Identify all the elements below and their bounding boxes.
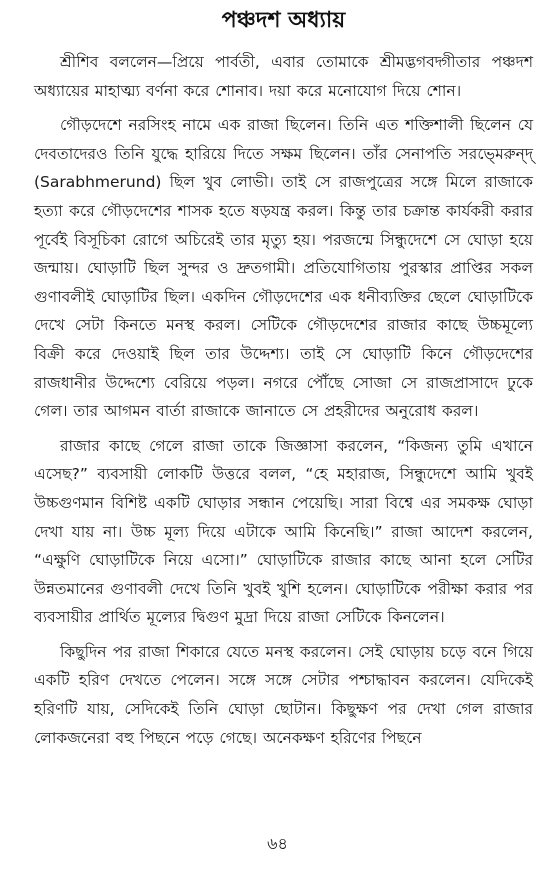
chapter-body [34,48,533,752]
page-number: ৬৪ [267,834,288,853]
paragraph: রাজার কাছে গেলে রাজা তাকে জিজ্ঞাসা করলেন, “কিজন্য তুমি এখানে এসেছ?” ব্যবসায়ী লোকটি উত্তরে বলল, “হে মহারাজ, সিন্ধুদেশে আমি খুবই উচ্চগুণমান বিশিষ্ট একটি ঘোড়ার সন্ধান পেয়েছি। সারা বিশ্বে এর সমকক্ষ ঘোড়া দেখা যায় না। উচ্চ মূল্য দিয়ে এটাকে আমি কিনেছি।” রাজা আদেশ করলেন, “এক্ষুণি ঘোড়াটিকে নিয়ে এসো।” ঘোড়াটিকে রাজার কাছে আনা হলে সেটির উন্নতমানের গুণাবলী দেখে তিনি খুবই খুশি হলেন। ঘোড়াটিকে পরীক্ষা করার পর ব্যবসায়ীর প্রার্থিত মূল্যের দ্বিগুণ মুদ্রা দিয়ে রাজা সেটিকে কিনলেন। [34,436,533,627]
paragraph: কিছুদিন পর রাজা শিকারে যেতে মনস্থ করলেন। সেই ঘোড়ায় চড়ে বনে গিয়ে একটি হরিণ দেখতে পেলেন। সঙ্গে সঙ্গে সেটার পশ্চাদ্ধাবন করলেন। যেদিকেই হরিণটি যায়, সেদিকেই তিনি ঘোড়া ছোটান। কিছুক্ষণ পর দেখা গেল রাজার লোকজনেরা বহু পিছনে পড়ে গেছে। অনেকক্ষণ হরিণের পিছনে [34,642,533,747]
paragraph: গৌড়দেশে নরসিংহ নামে এক রাজা ছিলেন। তিনি এত শক্তিশালী ছিলেন যে দেবতাদেরও তিনি যুদ্ধে হারিয়ে দিতে সক্ষম ছিলেন। তাঁর সেনাপতি সরভ্মেরুন্দ্‌ (Sarabhmerund) ছিল খুব লোভী। তাই সে রাজপুত্রের সঙ্গে মিলে রাজাকে হত্যা করে গৌড়দেশের শাসক হতে ষড়যন্ত্র করল। কিন্তু তার চক্রান্ত কার্যকরী করার পূর্বেই বিসূচিকা রোগে অচিরেই তার মৃত্যু হয়। পরজন্মে সিন্ধুদেশে সে ঘোড়া হয়ে জন্মায়। ঘোড়াটি ছিল সুন্দর ও দ্রুতগামী। প্রতিযোগিতায় পুরস্কার প্রাপ্তির সকল গুণাবলীই ঘোড়াটির ছিল। একদিন গৌড়দেশের এক ধনীব্যক্তির ছেলে ঘোড়াটিকে দেখে সেটা কিনতে মনস্থ করল। সেটিকে গৌড়দেশের রাজার কাছে উচ্চমূল্যে বিক্রী করে দেওয়াই ছিল তার উদ্দেশ্য। তাই সে ঘোড়াটি কিনে গৌড়দেশের রাজধানীর উদ্দেশ্যে বেরিয়ে পড়ল। নগরে পৌঁছে সোজা সে রাজপ্রাসাদে ঢুকে গেল। তার আগমন বার্তা রাজাকে জানাতে সে প্রহরীদের অনুরোধ করল। [34,116,533,421]
paragraph: শ্রীশিব বললেন—প্রিয়ে পার্বতী, এবার তোমাকে শ্রীমদ্ভগবদ্গীতার পঞ্চদশ অধ্যায়ের মাহাত্ম্য বর্ণনা করে শোনাব। দয়া করে মনোযোগ দিয়ে শোন। [34,53,533,100]
chapter-title: পঞ্চদশ অধ্যায় [221,8,346,33]
